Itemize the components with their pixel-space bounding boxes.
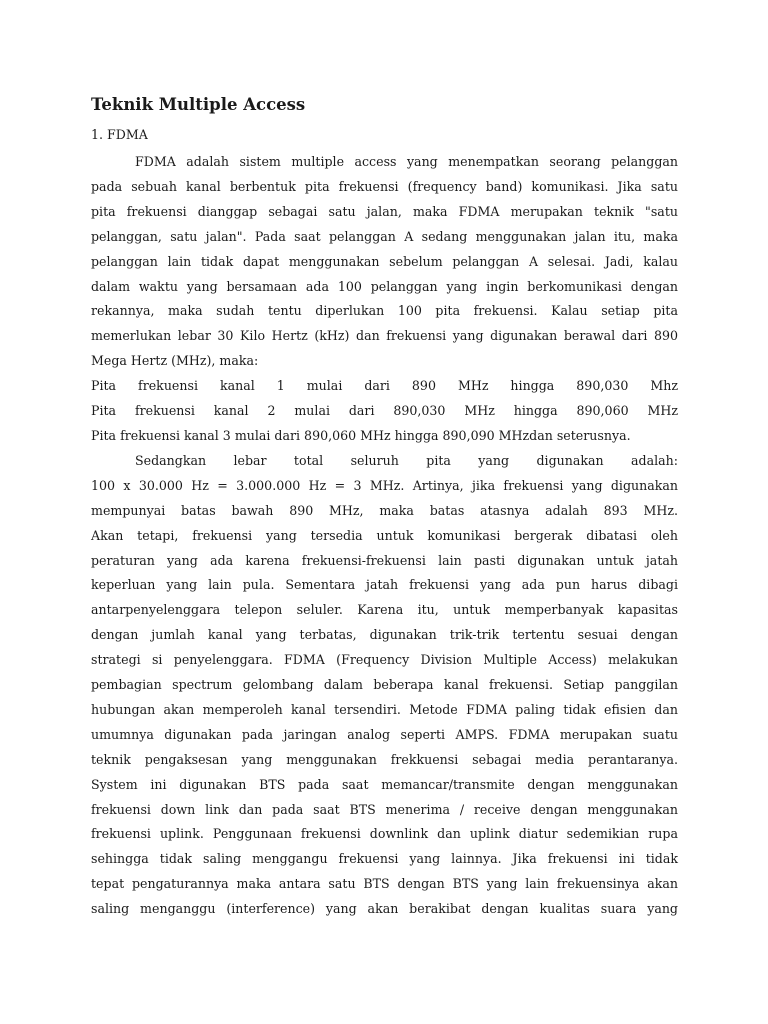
channel-line-1: Pita frekuensi kanal 1 mulai dari 890 MHz hingga 890,030 Mhz [91, 378, 678, 394]
paragraph-2-line: dengan jumlah kanal yang terbatas, digunakan trik-trik tertentu sesuai dengan [91, 627, 678, 643]
paragraph-2-line: peraturan yang ada karena frekuensi-frekuensi lain pasti digunakan untuk jatah [91, 552, 678, 568]
paragraph-1-line: dalam waktu yang bersamaan ada 100 pelanggan yang ingin berkomunikasi dengan [91, 278, 678, 294]
paragraph-2-line: saling menganggu (interference) yang akan berakibat dengan kualitas suara yang [91, 901, 678, 917]
paragraph-1-line: pelanggan lain tidak dapat menggunakan sebelum pelanggan A selesai. Jadi, kalau [91, 253, 678, 269]
paragraph-2-line: keperluan yang lain pula. Sementara jatah frekuensi yang ada pun harus dibagi [91, 577, 678, 593]
paragraph-2-line: strategi si penyelenggara. FDMA (Frequency Division Multiple Access) melakukan [91, 652, 678, 668]
paragraph-2-line: hubungan akan memperoleh kanal tersendiri. Metode FDMA paling tidak efisien dan [91, 701, 678, 717]
paragraph-2-line: teknik pengaksesan yang menggunakan frekkuensi sebagai media perantaranya. [91, 751, 678, 767]
paragraph-2-line: tepat pengaturannya maka antara satu BTS dengan BTS yang lain frekuensinya akan [91, 876, 678, 892]
section-heading: 1. FDMA [91, 127, 148, 142]
paragraph-1-line: memerlukan lebar 30 Kilo Hertz (kHz) dan frekuensi yang digunakan berawal dari 890 [91, 328, 678, 344]
paragraph-2-line: umumnya digunakan pada jaringan analog seperti AMPS. FDMA merupakan suatu [91, 726, 678, 742]
paragraph-1-line: FDMA adalah sistem multiple access yang menempatkan seorang pelanggan [135, 154, 678, 169]
paragraph-2-line: System ini digunakan BTS pada saat memancar/transmite dengan menggunakan [91, 776, 678, 792]
channel-line-3: Pita frekuensi kanal 3 mulai dari 890,060 MHz hingga 890,090 MHzdan seterusnya. [91, 427, 631, 443]
paragraph-1 [91, 150, 678, 374]
paragraph-2 [91, 449, 678, 922]
channel-list [91, 374, 678, 449]
document-page [91, 90, 678, 922]
document-title: Teknik Multiple Access [91, 95, 306, 114]
channel-line-2: Pita frekuensi kanal 2 mulai dari 890,030 MHz hingga 890,060 MHz [91, 403, 678, 419]
paragraph-2-line: Sedangkan lebar total seluruh pita yang digunakan adalah: [135, 452, 678, 468]
paragraph-1-line: pelanggan, satu jalan". Pada saat pelanggan A sedang menggunakan jalan itu, maka [91, 228, 678, 244]
paragraph-1-line: rekannya, maka sudah tentu diperlukan 100 pita frekuensi. Kalau setiap pita [91, 303, 678, 319]
paragraph-2-line: pembagian spectrum gelombang dalam beberapa kanal frekuensi. Setiap panggilan [91, 677, 678, 693]
paragraph-1-line: pada sebuah kanal berbentuk pita frekuensi (frequency band) komunikasi. Jika satu [91, 178, 678, 194]
paragraph-2-line: antarpenyelenggara telepon seluler. Karena itu, untuk memperbanyak kapasitas [91, 602, 678, 618]
paragraph-2-line: frekuensi uplink. Penggunaan frekuensi downlink dan uplink diatur sedemikian rupa [91, 826, 678, 842]
paragraph-2-line: mempunyai batas bawah 890 MHz, maka batas atasnya adalah 893 MHz. [91, 502, 678, 518]
paragraph-2-line: Akan tetapi, frekuensi yang tersedia untuk komunikasi bergerak dibatasi oleh [91, 527, 678, 543]
paragraph-2-line: sehingga tidak saling menggangu frekuensi yang lainnya. Jika frekuensi ini tidak [91, 851, 678, 867]
paragraph-1-line: Mega Hertz (MHz), maka: [91, 353, 259, 369]
paragraph-2-line: frekuensi down link dan pada saat BTS menerima / receive dengan menggunakan [91, 801, 678, 817]
paragraph-2-line: 100 x 30.000 Hz = 3.000.000 Hz = 3 MHz. Artinya, jika frekuensi yang digunakan [91, 477, 678, 493]
paragraph-1-line: pita frekuensi dianggap sebagai satu jalan, maka FDMA merupakan teknik "satu [91, 203, 678, 219]
